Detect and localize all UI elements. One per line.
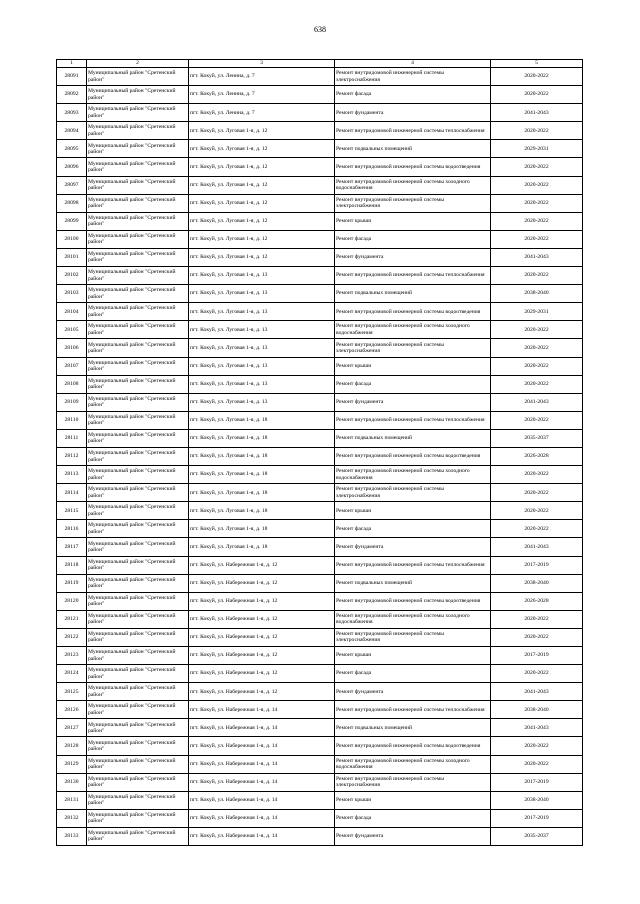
period-cell: 2038-2040: [491, 791, 583, 809]
address-cell: пгт. Кокуй, ул. Луговая 1-я, д. 12: [189, 212, 335, 230]
row-number-cell: 28120: [57, 592, 87, 610]
period-cell: 2017-2019: [491, 809, 583, 827]
work-type-cell: Ремонт фасада: [335, 520, 491, 538]
period-cell: 2041-2043: [491, 683, 583, 701]
district-cell: Муниципальный район "Сретенский район": [87, 556, 189, 574]
district-cell: Муниципальный район "Сретенский район": [87, 321, 189, 339]
period-cell: 2017-2019: [491, 556, 583, 574]
work-type-cell: Ремонт внутридомовой инженерной системы электроснабжения: [335, 194, 491, 212]
table-row: [57, 484, 583, 502]
work-type-cell: Ремонт крыши: [335, 502, 491, 520]
period-cell: 2020-2022: [491, 86, 583, 104]
work-type-cell: Ремонт внутридомовой инженерной системы холодного водоснабжения: [335, 466, 491, 484]
district-cell: Муниципальный район "Сретенский район": [87, 357, 189, 375]
district-cell: Муниципальный район "Сретенский район": [87, 411, 189, 429]
row-number-cell: 28126: [57, 701, 87, 719]
work-type-cell: Ремонт внутридомовой инженерной системы теплоснабжения: [335, 122, 491, 140]
address-cell: пгт. Кокуй, ул. Набережная 1-я, д. 12: [189, 610, 335, 628]
address-cell: пгт. Кокуй, ул. Набережная 1-я, д. 14: [189, 755, 335, 773]
address-cell: пгт. Кокуй, ул. Луговая 1-я, д. 12: [189, 176, 335, 194]
row-number-cell: 28116: [57, 520, 87, 538]
table-row: [57, 773, 583, 791]
work-type-cell: Ремонт внутридомовой инженерной системы электроснабжения: [335, 339, 491, 357]
address-cell: пгт. Кокуй, ул. Набережная 1-я, д. 14: [189, 773, 335, 791]
district-cell: Муниципальный район "Сретенский район": [87, 701, 189, 719]
address-cell: пгт. Кокуй, ул. Набережная 1-я, д. 12: [189, 574, 335, 592]
row-number-cell: 28128: [57, 737, 87, 755]
row-number-cell: 28123: [57, 647, 87, 665]
address-cell: пгт. Кокуй, ул. Луговая 1-я, д. 18: [189, 538, 335, 556]
district-cell: Муниципальный район "Сретенский район": [87, 86, 189, 104]
table-row: [57, 447, 583, 465]
period-cell: 2035-2037: [491, 827, 583, 845]
row-number-cell: 28112: [57, 447, 87, 465]
period-cell: 2020-2022: [491, 755, 583, 773]
district-cell: Муниципальный район "Сретенский район": [87, 809, 189, 827]
table-row: [57, 827, 583, 845]
table-row: [57, 538, 583, 556]
period-cell: 2020-2022: [491, 68, 583, 86]
row-number-cell: 28127: [57, 719, 87, 737]
table-row: [57, 248, 583, 266]
table-row: [57, 701, 583, 719]
row-number-cell: 28107: [57, 357, 87, 375]
row-number-cell: 28103: [57, 285, 87, 303]
period-cell: 2020-2022: [491, 520, 583, 538]
district-cell: Муниципальный район "Сретенский район": [87, 339, 189, 357]
column-header: 4: [335, 60, 491, 68]
address-cell: пгт. Кокуй, ул. Луговая 1-я, д. 13: [189, 267, 335, 285]
district-cell: Муниципальный район "Сретенский район": [87, 466, 189, 484]
district-cell: Муниципальный район "Сретенский район": [87, 267, 189, 285]
district-cell: Муниципальный район "Сретенский район": [87, 628, 189, 646]
page-number: 638: [314, 25, 326, 34]
work-type-cell: Ремонт внутридомовой инженерной системы электроснабжения: [335, 773, 491, 791]
district-cell: Муниципальный район "Сретенский район": [87, 574, 189, 592]
district-cell: Муниципальный район "Сретенский район": [87, 104, 189, 122]
column-header: 1: [57, 60, 87, 68]
row-number-cell: 28124: [57, 665, 87, 683]
work-type-cell: Ремонт внутридомовой инженерной системы электроснабжения: [335, 484, 491, 502]
work-type-cell: Ремонт фундамента: [335, 248, 491, 266]
address-cell: пгт. Кокуй, ул. Луговая 1-я, д. 13: [189, 285, 335, 303]
table-row: [57, 212, 583, 230]
row-number-cell: 28118: [57, 556, 87, 574]
work-type-cell: Ремонт фундамента: [335, 393, 491, 411]
address-cell: пгт. Кокуй, ул. Набережная 1-я, д. 14: [189, 701, 335, 719]
row-number-cell: 28104: [57, 303, 87, 321]
address-cell: пгт. Кокуй, ул. Луговая 1-я, д. 18: [189, 447, 335, 465]
table-row: [57, 429, 583, 447]
address-cell: пгт. Кокуй, ул. Луговая 1-я, д. 18: [189, 429, 335, 447]
district-cell: Муниципальный район "Сретенский район": [87, 393, 189, 411]
table-row: [57, 628, 583, 646]
row-number-cell: 28122: [57, 628, 87, 646]
period-cell: 2020-2022: [491, 357, 583, 375]
work-type-cell: Ремонт крыши: [335, 647, 491, 665]
table-row: [57, 665, 583, 683]
address-cell: пгт. Кокуй, ул. Луговая 1-я, д. 18: [189, 484, 335, 502]
address-cell: пгт. Кокуй, ул. Луговая 1-я, д. 12: [189, 230, 335, 248]
period-cell: 2038-2040: [491, 574, 583, 592]
table-row: [57, 230, 583, 248]
address-cell: пгт. Кокуй, ул. Луговая 1-я, д. 12: [189, 140, 335, 158]
work-type-cell: Ремонт внутридомовой инженерной системы холодного водоснабжения: [335, 610, 491, 628]
work-type-cell: Ремонт крыши: [335, 212, 491, 230]
address-cell: пгт. Кокуй, ул. Луговая 1-я, д. 18: [189, 520, 335, 538]
district-cell: Муниципальный район "Сретенский район": [87, 647, 189, 665]
address-cell: пгт. Кокуй, ул. Набережная 1-я, д. 12: [189, 556, 335, 574]
district-cell: Муниципальный район "Сретенский район": [87, 230, 189, 248]
row-number-cell: 28121: [57, 610, 87, 628]
district-cell: Муниципальный район "Сретенский район": [87, 755, 189, 773]
period-cell: 2035-2037: [491, 429, 583, 447]
address-cell: пгт. Кокуй, ул. Луговая 1-я, д. 12: [189, 122, 335, 140]
district-cell: Муниципальный район "Сретенский район": [87, 502, 189, 520]
period-cell: 2041-2043: [491, 248, 583, 266]
address-cell: пгт. Кокуй, ул. Луговая 1-я, д. 13: [189, 303, 335, 321]
period-cell: 2020-2022: [491, 466, 583, 484]
row-number-cell: 28106: [57, 339, 87, 357]
address-cell: пгт. Кокуй, ул. Набережная 1-я, д. 14: [189, 791, 335, 809]
table-row: [57, 194, 583, 212]
work-type-cell: Ремонт фасада: [335, 665, 491, 683]
period-cell: 2038-2040: [491, 701, 583, 719]
table-row: [57, 285, 583, 303]
district-cell: Муниципальный район "Сретенский район": [87, 827, 189, 845]
work-type-cell: Ремонт крыши: [335, 357, 491, 375]
row-number-cell: 28097: [57, 176, 87, 194]
period-cell: 2020-2022: [491, 321, 583, 339]
period-cell: 2020-2022: [491, 339, 583, 357]
work-type-cell: Ремонт внутридомовой инженерной системы водоотведения: [335, 592, 491, 610]
table-row: [57, 176, 583, 194]
district-cell: Муниципальный район "Сретенский район": [87, 520, 189, 538]
work-type-cell: Ремонт подвальных помещений: [335, 140, 491, 158]
address-cell: пгт. Кокуй, ул. Набережная 1-я, д. 12: [189, 683, 335, 701]
district-cell: Муниципальный район "Сретенский район": [87, 176, 189, 194]
period-cell: 2020-2022: [491, 628, 583, 646]
district-cell: Муниципальный район "Сретенский район": [87, 122, 189, 140]
district-cell: Муниципальный район "Сретенский район": [87, 303, 189, 321]
address-cell: пгт. Кокуй, ул. Набережная 1-я, д. 14: [189, 809, 335, 827]
period-cell: 2041-2043: [491, 104, 583, 122]
row-number-cell: 28108: [57, 375, 87, 393]
table-row: [57, 393, 583, 411]
address-cell: пгт. Кокуй, ул. Набережная 1-я, д. 12: [189, 628, 335, 646]
period-cell: 2020-2022: [491, 267, 583, 285]
work-type-cell: Ремонт внутридомовой инженерной системы теплоснабжения: [335, 411, 491, 429]
column-header: 5: [491, 60, 583, 68]
address-cell: пгт. Кокуй, ул. Луговая 1-я, д. 12: [189, 194, 335, 212]
work-type-cell: Ремонт внутридомовой инженерной системы электроснабжения: [335, 628, 491, 646]
period-cell: 2020-2022: [491, 122, 583, 140]
table-row: [57, 737, 583, 755]
address-cell: пгт. Кокуй, ул. Ленина, д. 7: [189, 86, 335, 104]
row-number-cell: 28113: [57, 466, 87, 484]
row-number-cell: 28119: [57, 574, 87, 592]
district-cell: Муниципальный район "Сретенский район": [87, 791, 189, 809]
address-cell: пгт. Кокуй, ул. Ленина, д. 7: [189, 104, 335, 122]
row-number-cell: 28130: [57, 773, 87, 791]
table-row: [57, 375, 583, 393]
address-cell: пгт. Кокуй, ул. Луговая 1-я, д. 13: [189, 321, 335, 339]
table-row: [57, 267, 583, 285]
row-number-cell: 28093: [57, 104, 87, 122]
table-row: [57, 140, 583, 158]
period-cell: 2020-2022: [491, 610, 583, 628]
address-cell: пгт. Кокуй, ул. Набережная 1-я, д. 12: [189, 592, 335, 610]
period-cell: 2029-2031: [491, 140, 583, 158]
work-type-cell: Ремонт внутридомовой инженерной системы водоотведения: [335, 737, 491, 755]
work-type-cell: Ремонт фасада: [335, 86, 491, 104]
work-type-cell: Ремонт подвальных помещений: [335, 574, 491, 592]
work-type-cell: Ремонт внутридомовой инженерной системы холодного водоснабжения: [335, 176, 491, 194]
work-type-cell: Ремонт подвальных помещений: [335, 719, 491, 737]
table-row: [57, 719, 583, 737]
work-type-cell: Ремонт крыши: [335, 791, 491, 809]
work-type-cell: Ремонт внутридомовой инженерной системы холодного водоснабжения: [335, 755, 491, 773]
address-cell: пгт. Кокуй, ул. Набережная 1-я, д. 14: [189, 737, 335, 755]
table-row: [57, 520, 583, 538]
row-number-cell: 28096: [57, 158, 87, 176]
address-cell: пгт. Кокуй, ул. Набережная 1-я, д. 12: [189, 665, 335, 683]
period-cell: 2041-2043: [491, 538, 583, 556]
district-cell: Муниципальный район "Сретенский район": [87, 429, 189, 447]
column-number-header-row: [57, 60, 583, 68]
row-number-cell: 28094: [57, 122, 87, 140]
address-cell: пгт. Кокуй, ул. Луговая 1-я, д. 13: [189, 339, 335, 357]
table-row: [57, 809, 583, 827]
district-cell: Муниципальный район "Сретенский район": [87, 719, 189, 737]
table-row: [57, 683, 583, 701]
row-number-cell: 28101: [57, 248, 87, 266]
table-row: [57, 791, 583, 809]
work-type-cell: Ремонт подвальных помещений: [335, 429, 491, 447]
period-cell: 2020-2022: [491, 502, 583, 520]
period-cell: 2041-2043: [491, 393, 583, 411]
district-cell: Муниципальный район "Сретенский район": [87, 212, 189, 230]
work-type-cell: Ремонт фасада: [335, 230, 491, 248]
work-type-cell: Ремонт внутридомовой инженерной системы водоотведения: [335, 158, 491, 176]
district-cell: Муниципальный район "Сретенский район": [87, 447, 189, 465]
address-cell: пгт. Кокуй, ул. Луговая 1-я, д. 13: [189, 375, 335, 393]
address-cell: пгт. Кокуй, ул. Луговая 1-я, д. 12: [189, 158, 335, 176]
row-number-cell: 28098: [57, 194, 87, 212]
work-type-cell: Ремонт фундамента: [335, 538, 491, 556]
work-type-cell: Ремонт внутридомовой инженерной системы теплоснабжения: [335, 267, 491, 285]
district-cell: Муниципальный район "Сретенский район": [87, 194, 189, 212]
work-type-cell: Ремонт фасада: [335, 809, 491, 827]
period-cell: 2026-2028: [491, 447, 583, 465]
address-cell: пгт. Кокуй, ул. Луговая 1-я, д. 13: [189, 393, 335, 411]
period-cell: 2017-2019: [491, 647, 583, 665]
table-row: [57, 158, 583, 176]
period-cell: 2026-2028: [491, 592, 583, 610]
address-cell: пгт. Кокуй, ул. Луговая 1-я, д. 12: [189, 248, 335, 266]
period-cell: 2020-2022: [491, 665, 583, 683]
district-cell: Муниципальный район "Сретенский район": [87, 538, 189, 556]
district-cell: Муниципальный район "Сретенский район": [87, 484, 189, 502]
period-cell: 2029-2031: [491, 303, 583, 321]
address-cell: пгт. Кокуй, ул. Набережная 1-я, д. 14: [189, 719, 335, 737]
row-number-cell: 28125: [57, 683, 87, 701]
period-cell: 2020-2022: [491, 158, 583, 176]
table-row: [57, 610, 583, 628]
district-cell: Муниципальный район "Сретенский район": [87, 683, 189, 701]
district-cell: Муниципальный район "Сретенский район": [87, 773, 189, 791]
row-number-cell: 28129: [57, 755, 87, 773]
period-cell: 2038-2040: [491, 285, 583, 303]
table-row: [57, 68, 583, 86]
period-cell: 2017-2019: [491, 773, 583, 791]
address-cell: пгт. Кокуй, ул. Луговая 1-я, д. 18: [189, 411, 335, 429]
table-row: [57, 592, 583, 610]
period-cell: 2020-2022: [491, 375, 583, 393]
period-cell: 2020-2022: [491, 194, 583, 212]
repair-schedule-table: [56, 59, 583, 846]
row-number-cell: 28111: [57, 429, 87, 447]
table-row: [57, 357, 583, 375]
table-row: [57, 574, 583, 592]
district-cell: Муниципальный район "Сретенский район": [87, 68, 189, 86]
work-type-cell: Ремонт фундамента: [335, 683, 491, 701]
row-number-cell: 28132: [57, 809, 87, 827]
district-cell: Муниципальный район "Сретенский район": [87, 610, 189, 628]
row-number-cell: 28100: [57, 230, 87, 248]
row-number-cell: 28117: [57, 538, 87, 556]
table-row: [57, 411, 583, 429]
row-number-cell: 28110: [57, 411, 87, 429]
work-type-cell: Ремонт внутридомовой инженерной системы теплоснабжения: [335, 701, 491, 719]
district-cell: Муниципальный район "Сретенский район": [87, 665, 189, 683]
work-type-cell: Ремонт фундамента: [335, 827, 491, 845]
row-number-cell: 28133: [57, 827, 87, 845]
period-cell: 2020-2022: [491, 212, 583, 230]
period-cell: 2020-2022: [491, 411, 583, 429]
column-header: 3: [189, 60, 335, 68]
row-number-cell: 28114: [57, 484, 87, 502]
table-row: [57, 466, 583, 484]
district-cell: Муниципальный район "Сретенский район": [87, 140, 189, 158]
period-cell: 2041-2043: [491, 719, 583, 737]
table-row: [57, 86, 583, 104]
row-number-cell: 28131: [57, 791, 87, 809]
address-cell: пгт. Кокуй, ул. Набережная 1-я, д. 12: [189, 647, 335, 665]
district-cell: Муниципальный район "Сретенский район": [87, 737, 189, 755]
period-cell: 2020-2022: [491, 484, 583, 502]
address-cell: пгт. Кокуй, ул. Луговая 1-я, д. 18: [189, 466, 335, 484]
work-type-cell: Ремонт внутридомовой инженерной системы теплоснабжения: [335, 556, 491, 574]
table-row: [57, 502, 583, 520]
work-type-cell: Ремонт внутридомовой инженерной системы водоотведения: [335, 447, 491, 465]
row-number-cell: 28109: [57, 393, 87, 411]
work-type-cell: Ремонт фундамента: [335, 104, 491, 122]
district-cell: Муниципальный район "Сретенский район": [87, 158, 189, 176]
table-row: [57, 647, 583, 665]
address-cell: пгт. Кокуй, ул. Набережная 1-я, д. 14: [189, 827, 335, 845]
table-row: [57, 104, 583, 122]
row-number-cell: 28102: [57, 267, 87, 285]
period-cell: 2020-2022: [491, 230, 583, 248]
table-body: [57, 68, 583, 846]
address-cell: пгт. Кокуй, ул. Луговая 1-я, д. 18: [189, 502, 335, 520]
district-cell: Муниципальный район "Сретенский район": [87, 285, 189, 303]
row-number-cell: 28092: [57, 86, 87, 104]
district-cell: Муниципальный район "Сретенский район": [87, 592, 189, 610]
address-cell: пгт. Кокуй, ул. Ленина, д. 7: [189, 68, 335, 86]
row-number-cell: 28105: [57, 321, 87, 339]
table-row: [57, 339, 583, 357]
row-number-cell: 28091: [57, 68, 87, 86]
table-row: [57, 556, 583, 574]
district-cell: Муниципальный район "Сретенский район": [87, 375, 189, 393]
table-row: [57, 321, 583, 339]
work-type-cell: Ремонт фасада: [335, 375, 491, 393]
row-number-cell: 28115: [57, 502, 87, 520]
row-number-cell: 28095: [57, 140, 87, 158]
period-cell: 2020-2022: [491, 176, 583, 194]
address-cell: пгт. Кокуй, ул. Луговая 1-я, д. 13: [189, 357, 335, 375]
work-type-cell: Ремонт внутридомовой инженерной системы водоотведения: [335, 303, 491, 321]
district-cell: Муниципальный район "Сретенский район": [87, 248, 189, 266]
work-type-cell: Ремонт подвальных помещений: [335, 285, 491, 303]
row-number-cell: 28099: [57, 212, 87, 230]
table-row: [57, 303, 583, 321]
table-row: [57, 755, 583, 773]
column-header: 2: [87, 60, 189, 68]
work-type-cell: Ремонт внутридомовой инженерной системы электроснабжения: [335, 68, 491, 86]
work-type-cell: Ремонт внутридомовой инженерной системы холодного водоснабжения: [335, 321, 491, 339]
period-cell: 2020-2022: [491, 737, 583, 755]
table-row: [57, 122, 583, 140]
